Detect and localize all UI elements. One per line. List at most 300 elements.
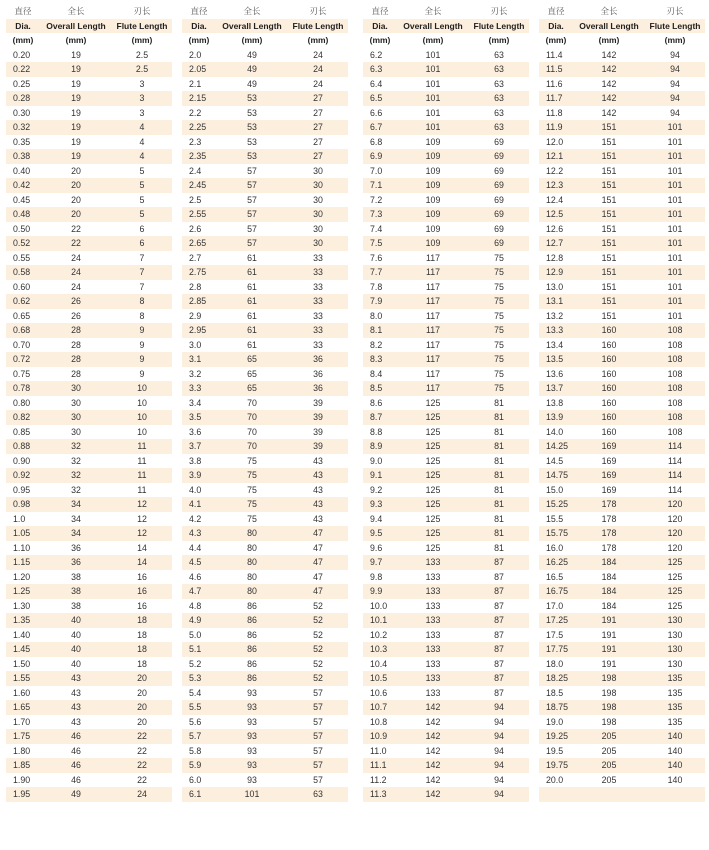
flute-length-cell: 3 — [139, 93, 145, 103]
overall-length-cell: 46 — [71, 745, 81, 756]
diameter-cell: 4.6 — [189, 571, 202, 582]
table-row — [182, 657, 348, 672]
diameter-cell: 5.8 — [189, 745, 202, 756]
flute-length-cell: 27 — [313, 122, 323, 132]
flute-length-cell: 30 — [313, 209, 323, 219]
flute-length-cell: Flute Length — [292, 20, 344, 31]
diameter-cell: 7.3 — [370, 209, 383, 219]
diameter-cell: 10.0 — [370, 600, 388, 611]
overall-length-cell: 80 — [247, 557, 257, 567]
overall-length-cell: 61 — [247, 325, 257, 335]
diameter-cell: (mm) — [188, 35, 210, 45]
table-row — [363, 106, 529, 121]
table-row — [363, 773, 529, 788]
flute-length-cell: 94 — [670, 49, 680, 60]
diameter-cell: 2.15 — [189, 93, 207, 103]
overall-length-cell: 65 — [247, 354, 257, 364]
diameter-cell: 5.5 — [189, 702, 202, 712]
diameter-cell: 8.4 — [370, 368, 383, 379]
diameter-cell: 9.5 — [370, 528, 383, 538]
table-row — [6, 425, 172, 440]
table-row — [363, 570, 529, 585]
flute-length-cell: 47 — [313, 542, 323, 553]
overall-length-cell: 133 — [425, 644, 441, 654]
flute-length-cell: 69 — [494, 194, 504, 205]
diameter-cell: 3.7 — [189, 441, 202, 451]
overall-length-cell: (mm) — [422, 35, 444, 45]
diameter-cell: 0.25 — [13, 78, 31, 89]
flute-length-cell: 125 — [667, 586, 683, 596]
table-block — [363, 4, 529, 802]
table-row — [182, 671, 348, 686]
overall-length-cell: 178 — [601, 499, 617, 509]
diameter-cell: 7.7 — [370, 267, 383, 277]
overall-length-cell: 19 — [71, 122, 81, 132]
table-row — [363, 526, 529, 541]
flute-length-cell: 94 — [494, 702, 504, 712]
flute-length-cell: 18 — [137, 644, 147, 654]
table-row — [539, 555, 705, 570]
flute-length-cell: 108 — [667, 368, 683, 379]
diameter-cell: 2.0 — [189, 49, 202, 60]
diameter-cell: 0.62 — [13, 296, 31, 306]
overall-length-cell: 57 — [247, 223, 257, 234]
overall-length-cell: 125 — [425, 441, 441, 451]
diameter-cell: 15.5 — [546, 513, 564, 524]
overall-length-cell: 142 — [601, 78, 617, 89]
diameter-cell: 2.6 — [189, 223, 202, 234]
diameter-cell: 6.5 — [370, 93, 383, 103]
table-row — [6, 338, 172, 353]
diameter-cell: 1.65 — [13, 702, 31, 712]
flute-length-cell: 5 — [139, 209, 145, 219]
flute-length-cell: 108 — [667, 354, 683, 364]
diameter-cell: 1.25 — [13, 586, 31, 596]
diameter-cell: 7.2 — [370, 194, 383, 205]
diameter-cell: 4.4 — [189, 542, 202, 553]
flute-length-cell: 101 — [667, 122, 683, 132]
flute-length-cell: 101 — [667, 267, 683, 277]
table-row — [539, 120, 705, 135]
table-row — [363, 149, 529, 164]
flute-length-cell: 12 — [137, 499, 147, 509]
table-row — [539, 149, 705, 164]
flute-length-cell: (mm) — [131, 35, 153, 45]
flute-length-cell: 94 — [670, 78, 680, 89]
diameter-cell: 12.3 — [546, 180, 564, 190]
flute-length-cell: 24 — [313, 49, 323, 60]
diameter-cell: 2.7 — [189, 252, 202, 263]
overall-length-cell: 20 — [71, 180, 81, 190]
table-row — [182, 149, 348, 164]
overall-length-cell: 178 — [601, 528, 617, 538]
flute-length-cell: 140 — [667, 774, 683, 785]
table-row — [182, 236, 348, 251]
table-row — [539, 222, 705, 237]
flute-length-cell: 140 — [667, 760, 683, 770]
table-row — [363, 454, 529, 469]
overall-length-cell: 117 — [425, 296, 441, 306]
flute-length-cell: 130 — [667, 658, 683, 669]
flute-length-cell: 108 — [667, 325, 683, 335]
overall-length-cell: 169 — [601, 484, 617, 495]
flute-length-cell: 94 — [494, 774, 504, 785]
overall-length-cell: 205 — [601, 760, 617, 770]
table-row — [6, 439, 172, 454]
table-row — [363, 657, 529, 672]
diameter-cell: 2.5 — [189, 194, 202, 205]
diameter-cell: 2.2 — [189, 107, 202, 118]
flute-length-cell: 33 — [313, 325, 323, 335]
overall-length-cell: 46 — [71, 774, 81, 785]
diameter-cell: 17.25 — [546, 615, 569, 625]
diameter-cell: 8.7 — [370, 412, 383, 422]
diameter-cell: 6.3 — [370, 64, 383, 74]
table-row — [539, 323, 705, 338]
diameter-cell: 9.0 — [370, 455, 383, 466]
diameter-cell: 0.72 — [13, 354, 31, 364]
overall-length-cell: 151 — [601, 209, 617, 219]
table-row — [539, 410, 705, 425]
diameter-cell: 2.95 — [189, 325, 207, 335]
header-row-english — [182, 19, 348, 34]
flute-length-cell: 94 — [494, 760, 504, 770]
overall-length-cell: 全长 — [67, 6, 85, 16]
table-row — [363, 323, 529, 338]
flute-length-cell: 125 — [667, 557, 683, 567]
flute-length-cell: 33 — [313, 267, 323, 277]
diameter-cell: 4.0 — [189, 484, 202, 495]
table-row — [182, 773, 348, 788]
table-row — [6, 599, 172, 614]
table-row — [182, 628, 348, 643]
table-row — [6, 613, 172, 628]
overall-length-cell: 101 — [425, 122, 441, 132]
diameter-cell: 9.6 — [370, 542, 383, 553]
diameter-cell: 5.2 — [189, 658, 202, 669]
diameter-cell: 7.6 — [370, 252, 383, 263]
diameter-cell: 16.5 — [546, 571, 564, 582]
flute-length-cell: 63 — [313, 789, 323, 799]
table-row — [539, 657, 705, 672]
table-row — [539, 599, 705, 614]
flute-length-cell: 63 — [494, 78, 504, 89]
diameter-cell: 19.75 — [546, 760, 569, 770]
flute-length-cell: 69 — [494, 209, 504, 219]
table-row — [6, 280, 172, 295]
table-row — [363, 309, 529, 324]
table-row — [6, 62, 172, 77]
overall-length-cell: 109 — [425, 136, 441, 147]
flute-length-cell: 52 — [313, 615, 323, 625]
overall-length-cell: 198 — [601, 687, 617, 698]
overall-length-cell: 40 — [71, 658, 81, 669]
table-row — [539, 584, 705, 599]
flute-length-cell: 7 — [139, 267, 145, 277]
overall-length-cell: 109 — [425, 223, 441, 234]
table-row — [6, 48, 172, 63]
table-row — [182, 77, 348, 92]
overall-length-cell: 38 — [71, 586, 81, 596]
overall-length-cell: 101 — [425, 49, 441, 60]
flute-length-cell: 69 — [494, 151, 504, 161]
diameter-cell: 6.6 — [370, 107, 383, 118]
overall-length-cell: 191 — [601, 629, 617, 640]
table-row — [6, 106, 172, 121]
overall-length-cell: 109 — [425, 165, 441, 176]
overall-length-cell: 178 — [601, 542, 617, 553]
table-row — [182, 251, 348, 266]
diameter-cell: 11.2 — [370, 774, 387, 785]
diameter-cell: 0.48 — [13, 209, 31, 219]
overall-length-cell: 57 — [247, 180, 257, 190]
diameter-cell: 5.1 — [189, 644, 202, 654]
table-row — [182, 425, 348, 440]
flute-length-cell: 120 — [667, 528, 683, 538]
table-row — [182, 323, 348, 338]
flute-length-cell: 20 — [137, 716, 147, 727]
table-row — [6, 367, 172, 382]
flute-length-cell: 81 — [494, 542, 504, 553]
diameter-cell: 0.68 — [13, 325, 31, 335]
table-row — [6, 512, 172, 527]
flute-length-cell: 20 — [137, 673, 147, 683]
table-row — [363, 787, 529, 802]
overall-length-cell: (mm) — [598, 35, 620, 45]
table-row — [6, 454, 172, 469]
table-row — [539, 425, 705, 440]
overall-length-cell: 151 — [601, 223, 617, 234]
flute-length-cell: 43 — [313, 513, 323, 524]
overall-length-cell: 93 — [247, 687, 257, 698]
overall-length-cell: 全长 — [243, 6, 261, 16]
table-row — [539, 686, 705, 701]
table-row — [6, 178, 172, 193]
flute-length-cell: 75 — [494, 310, 504, 321]
overall-length-cell: 30 — [71, 397, 81, 408]
flute-length-cell: 33 — [313, 252, 323, 263]
overall-length-cell: 32 — [71, 470, 81, 480]
header-row-units — [6, 33, 172, 48]
table-row — [6, 570, 172, 585]
table-row — [539, 135, 705, 150]
table-row — [539, 526, 705, 541]
table-row — [539, 280, 705, 295]
table-row — [182, 555, 348, 570]
flute-length-cell: 20 — [137, 687, 147, 698]
diameter-cell: 17.75 — [546, 644, 569, 654]
flute-length-cell: 刃长 — [490, 6, 508, 16]
overall-length-cell: 46 — [71, 731, 81, 741]
flute-length-cell: 75 — [494, 267, 504, 277]
table-row — [182, 729, 348, 744]
table-row — [363, 396, 529, 411]
diameter-cell: 2.1 — [189, 78, 202, 89]
flute-length-cell: 101 — [667, 238, 683, 248]
diameter-cell: 17.0 — [546, 600, 564, 611]
flute-length-cell: 8 — [139, 310, 145, 321]
overall-length-cell: 109 — [425, 238, 441, 248]
overall-length-cell: 70 — [247, 397, 257, 408]
overall-length-cell: 142 — [425, 731, 441, 741]
flute-length-cell: (mm) — [307, 35, 329, 45]
table-row — [182, 135, 348, 150]
overall-length-cell: 43 — [71, 702, 81, 712]
table-row — [6, 773, 172, 788]
table-row — [182, 367, 348, 382]
flute-length-cell: 14 — [137, 542, 147, 553]
diameter-cell: 1.0 — [13, 513, 26, 524]
table-row — [182, 410, 348, 425]
overall-length-cell: 117 — [425, 281, 441, 292]
diameter-cell: 1.40 — [13, 629, 31, 640]
diameter-cell: 0.28 — [13, 93, 31, 103]
diameter-cell: 8.2 — [370, 339, 383, 350]
table-row — [539, 454, 705, 469]
flute-length-cell: 6 — [139, 223, 145, 234]
diameter-cell: Dia. — [191, 20, 207, 31]
overall-length-cell: 40 — [71, 615, 81, 625]
diameter-cell: 9.1 — [370, 470, 383, 480]
diameter-cell: Dia. — [372, 20, 388, 31]
overall-length-cell: 49 — [247, 78, 257, 89]
overall-length-cell: 133 — [425, 571, 441, 582]
table-row — [182, 178, 348, 193]
table-row — [182, 381, 348, 396]
flute-length-cell: (mm) — [488, 35, 510, 45]
table-row — [539, 381, 705, 396]
table-row — [363, 628, 529, 643]
diameter-cell: (mm) — [545, 35, 567, 45]
overall-length-cell: 19 — [71, 78, 81, 89]
diameter-cell: 4.3 — [189, 528, 202, 538]
flute-length-cell: 36 — [313, 383, 323, 393]
flute-length-cell: 14 — [137, 557, 147, 567]
table-row — [182, 787, 348, 802]
flute-length-cell: 39 — [313, 426, 323, 437]
table-row — [182, 512, 348, 527]
table-row — [6, 352, 172, 367]
flute-length-cell: 120 — [667, 499, 683, 509]
overall-length-cell: 151 — [601, 165, 617, 176]
diameter-cell: 13.9 — [546, 412, 564, 422]
diameter-cell: 11.0 — [370, 745, 387, 756]
flute-length-cell: 4 — [139, 122, 145, 132]
diameter-cell: 0.60 — [13, 281, 31, 292]
overall-length-cell: 142 — [601, 107, 617, 118]
overall-length-cell: 117 — [425, 339, 441, 350]
table-row — [182, 193, 348, 208]
flute-length-cell: Flute Length — [116, 20, 168, 31]
flute-length-cell: 114 — [667, 484, 683, 495]
overall-length-cell: 61 — [247, 252, 257, 263]
overall-length-cell: 34 — [71, 528, 81, 538]
flute-length-cell: 101 — [667, 180, 683, 190]
table-row — [539, 294, 705, 309]
flute-length-cell: 63 — [494, 122, 504, 132]
table-row — [6, 555, 172, 570]
flute-length-cell: 4 — [139, 136, 145, 147]
flute-length-cell: 87 — [494, 615, 504, 625]
overall-length-cell: 125 — [425, 426, 441, 437]
table-row — [363, 135, 529, 150]
flute-length-cell: 87 — [494, 644, 504, 654]
overall-length-cell: 142 — [425, 789, 441, 799]
table-row — [182, 352, 348, 367]
flute-length-cell: 75 — [494, 354, 504, 364]
table-row — [539, 744, 705, 759]
overall-length-cell: 142 — [425, 716, 441, 727]
flute-length-cell: 39 — [313, 412, 323, 422]
diameter-cell: 10.8 — [370, 716, 388, 727]
diameter-cell: 0.88 — [13, 441, 31, 451]
flute-length-cell: 75 — [494, 325, 504, 335]
table-row — [6, 787, 172, 802]
table-row — [539, 642, 705, 657]
overall-length-cell: 26 — [71, 296, 81, 306]
table-row — [539, 91, 705, 106]
diameter-cell: 9.9 — [370, 586, 383, 596]
table-row — [363, 599, 529, 614]
flute-length-cell: 7 — [139, 281, 145, 292]
table-row — [539, 512, 705, 527]
diameter-cell: 15.25 — [546, 499, 569, 509]
table-row — [363, 497, 529, 512]
overall-length-cell: 20 — [71, 194, 81, 205]
diameter-cell: 1.30 — [13, 600, 31, 611]
diameter-cell: 0.90 — [13, 455, 31, 466]
flute-length-cell: 5 — [139, 180, 145, 190]
flute-length-cell: 9 — [139, 368, 145, 379]
diameter-cell: 5.0 — [189, 629, 202, 640]
table-row — [539, 439, 705, 454]
table-row — [182, 164, 348, 179]
overall-length-cell: 178 — [601, 513, 617, 524]
overall-length-cell: 169 — [601, 441, 617, 451]
diameter-cell: 11.9 — [546, 122, 563, 132]
diameter-cell: 13.1 — [546, 296, 564, 306]
flute-length-cell: 11 — [137, 441, 147, 451]
table-row — [6, 251, 172, 266]
overall-length-cell: Overall Length — [579, 20, 639, 31]
flute-length-cell: 87 — [494, 600, 504, 611]
diameter-cell: 14.75 — [546, 470, 569, 480]
flute-length-cell: 52 — [313, 629, 323, 640]
diameter-cell: 1.55 — [13, 673, 31, 683]
overall-length-cell: 93 — [247, 731, 257, 741]
overall-length-cell: 151 — [601, 238, 617, 248]
flute-length-cell: 3 — [139, 107, 145, 118]
flute-length-cell: 101 — [667, 151, 683, 161]
diameter-cell: 9.8 — [370, 571, 383, 582]
flute-length-cell: 101 — [667, 252, 683, 263]
flute-length-cell: 52 — [313, 673, 323, 683]
table-row — [6, 309, 172, 324]
overall-length-cell: 全长 — [600, 6, 618, 16]
overall-length-cell: 34 — [71, 513, 81, 524]
diameter-cell: 直径 — [14, 6, 32, 16]
overall-length-cell: 198 — [601, 702, 617, 712]
overall-length-cell: 151 — [601, 310, 617, 321]
table-row — [182, 570, 348, 585]
table-row — [363, 280, 529, 295]
table-row — [182, 468, 348, 483]
flute-length-cell: 81 — [494, 528, 504, 538]
table-row — [6, 584, 172, 599]
diameter-cell: 8.5 — [370, 383, 383, 393]
flute-length-cell: 69 — [494, 223, 504, 234]
diameter-cell: 7.9 — [370, 296, 383, 306]
